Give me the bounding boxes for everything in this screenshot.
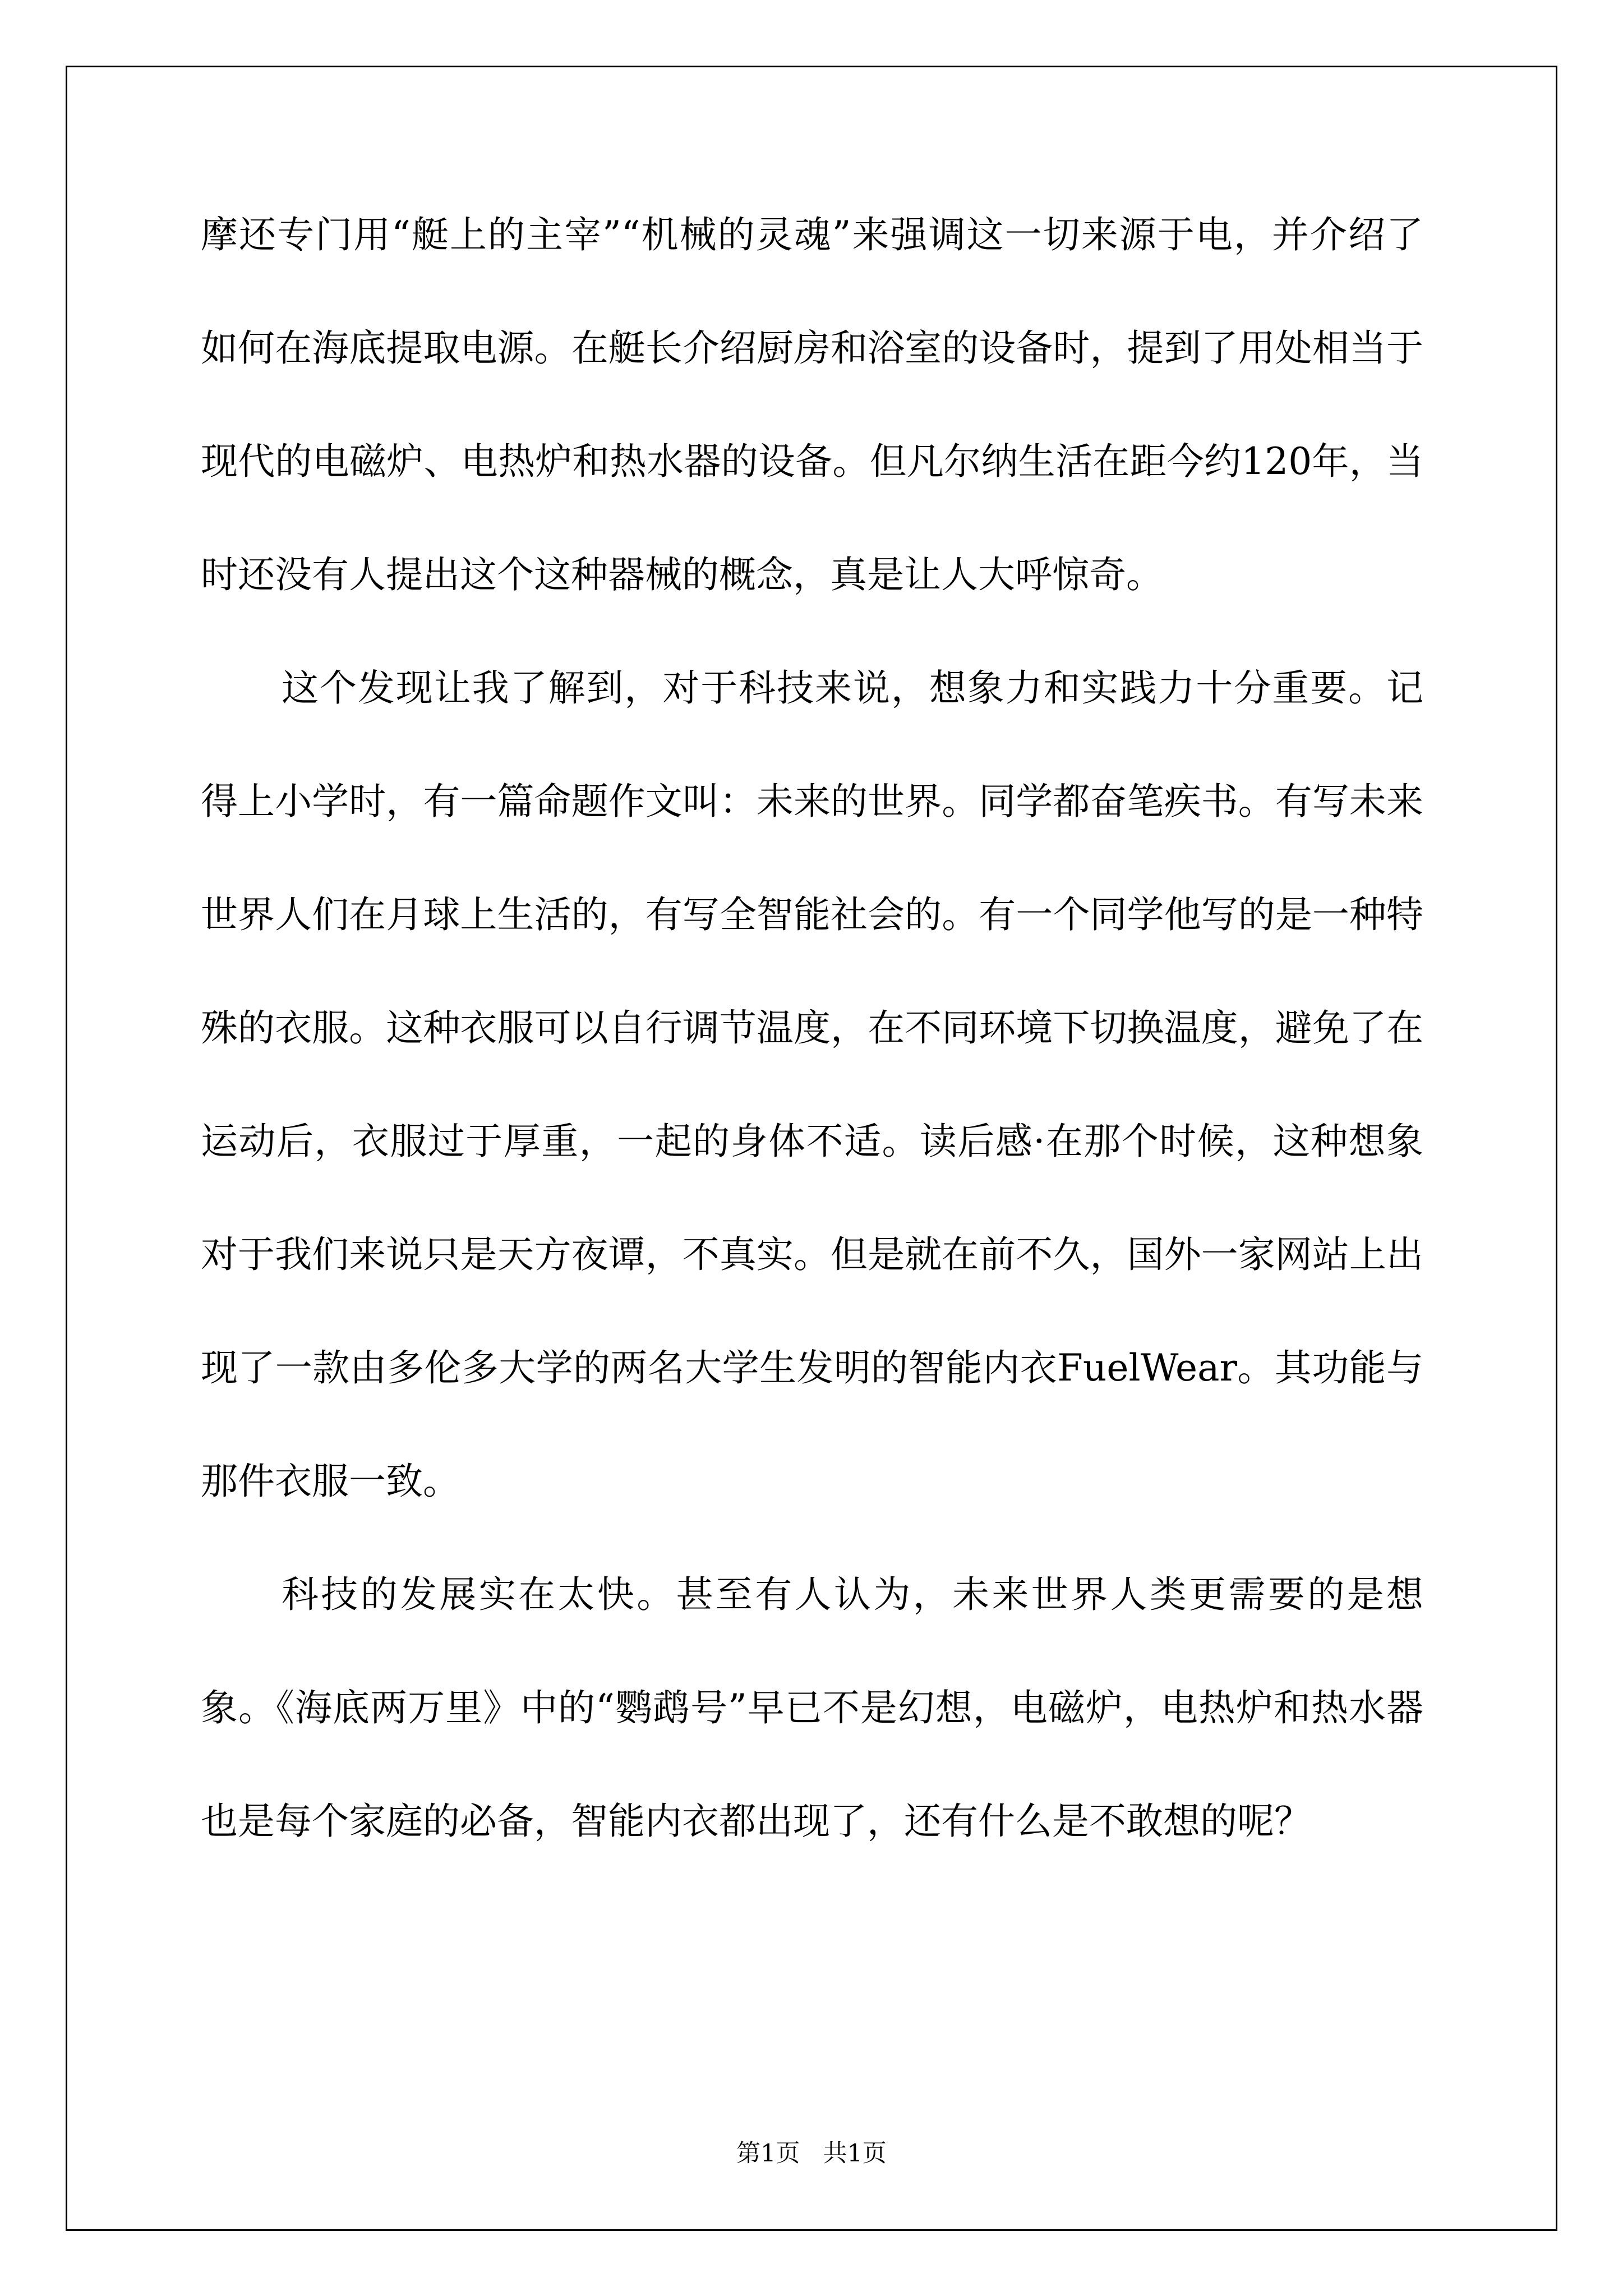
document-body <box>201 178 1423 1878</box>
page-footer: 第1页 共1页 <box>736 2139 887 2168</box>
paragraph-2: 这个发现让我了解到，对于科技来说，想象力和实践力十分重要。记得上小学时，有一篇命题作文叫：未来的世界。同学都奋笔疾书。有写未来世界人们在月球上生活的，有写全智能社会的。有一个同学他写的是一种特殊的衣服。这种衣服可以自行调节温度，在不同环境下切换温度，避免了在运动后，衣服过于厚重，一起的身体不适。读后感·在那个时候，这种想象对于我们来说只是天方夜谭，不真实。但是就在前不久，国外一家网站上出现了一款由多伦多大学的两名大学生发明的智能内衣FuelWear。其功能与那件衣服一致。 <box>201 666 1423 1503</box>
paragraph-1: 摩还专门用“艇上的主宰”“机械的灵魂”来强调这一切来源于电，并介绍了如何在海底提取电源。在艇长介绍厨房和浴室的设备时，提到了用处相当于现代的电磁炉、电热炉和热水器的设备。但凡尔纳生活在距今约120年，当时还没有人提出这个这种器械的概念，真是让人大呼惊奇。 <box>201 213 1423 596</box>
paragraph-3: 科技的发展实在太快。甚至有人认为，未来世界人类更需要的是想象。《海底两万里》中的“鹦鹉号”早已不是幻想，电磁炉，电热炉和热水器也是每个家庭的必备，智能内衣都出现了，还有什么是不敢想的呢？ <box>201 1573 1423 1843</box>
